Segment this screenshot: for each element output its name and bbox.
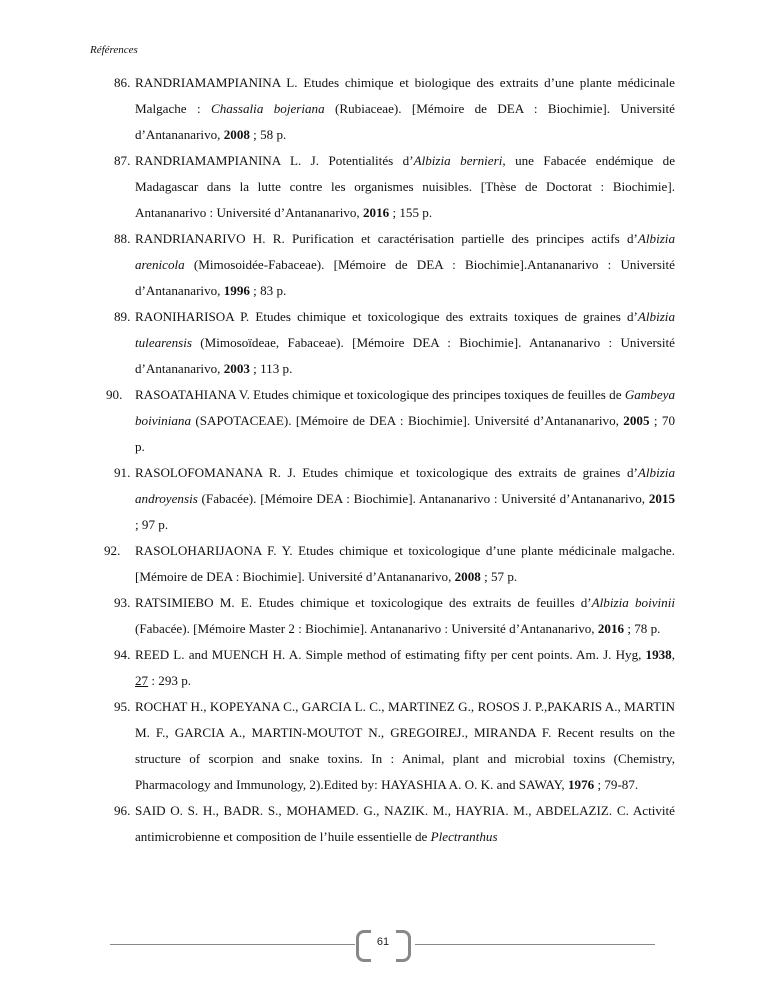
species-name: Albizia boivinii [591, 595, 675, 610]
year: 2016 [362, 205, 390, 220]
species-name: Albizia bernieri [413, 153, 503, 168]
text-run: REED L. and MUENCH H. A. Simple method of estimating fifty per cent points. Am. J. Hyg, [135, 647, 646, 662]
text-run: (Rubiaceae). [Mémoire de DEA : Biochimie]. Université d’Antananarivo, [135, 101, 675, 142]
reference-item [90, 70, 675, 148]
text-run: ; 79-87. [594, 777, 639, 792]
reference-number: 94. [114, 647, 131, 662]
species-name: Albizia androyensis [135, 465, 675, 506]
text-run: RATSIMIEBO M. E. Etudes chimique et toxicologique des extraits de feuilles d’ [135, 595, 592, 610]
year: 1996 [223, 283, 250, 298]
reference-text [135, 647, 675, 688]
running-header: Références [90, 44, 138, 56]
species-name: Gambeya boiviniana [135, 387, 675, 428]
footer-brace-left [356, 930, 371, 962]
reference-number: 86. [114, 75, 131, 90]
reference-item [90, 226, 675, 304]
footer-brace-right [396, 930, 411, 962]
text-run: (SAPOTACEAE). [Mémoire de DEA : Biochimie]. Université d’Antananarivo, [191, 413, 624, 428]
year: 2008 [223, 127, 250, 142]
text-run: RASOATAHIANA V. Etudes chimique et toxicologique des principes toxiques de feuilles de [135, 387, 625, 402]
species-name: Chassalia bojeriana [210, 101, 325, 116]
text-run: ; 78 p. [624, 621, 661, 636]
year: 2003 [223, 361, 250, 376]
reference-item [90, 694, 675, 798]
reference-text [135, 231, 675, 298]
reference-item [90, 460, 675, 538]
reference-text [135, 309, 675, 376]
reference-item [90, 148, 675, 226]
text-run: RANDRIANARIVO H. R. Purification et caractérisation partielle des principes actifs d’ [135, 231, 638, 246]
text-run: RANDRIAMAMPIANINA L. J. Potentialités d’ [135, 153, 414, 168]
reference-number: 87. [114, 153, 131, 168]
text-run: RASOLOFOMANANA R. J. Etudes chimique et toxicologique des extraits de graines d’ [135, 465, 638, 480]
reference-number: 91. [114, 465, 131, 480]
text-run: RANDRIAMAMPIANINA L. Etudes chimique et biologique des extraits d’une plante médicinale Malgache : [135, 75, 675, 116]
year: 2005 [623, 413, 650, 428]
reference-text [135, 153, 675, 220]
text-run: RASOLOHARIJAONA F. Y. Etudes chimique et toxicologique d’une plante médicinale malgache. [Mémoire de DEA : Biochimie]. Université d’Antananarivo, [135, 543, 675, 584]
species-name: Albizia tulearensis [135, 309, 675, 350]
reference-list [90, 70, 675, 850]
reference-text [135, 465, 675, 532]
reference-number: 93. [114, 595, 131, 610]
year: 2008 [454, 569, 481, 584]
species-name: Plectranthus [430, 829, 498, 844]
reference-text [135, 699, 675, 792]
reference-text [135, 387, 675, 454]
page-number: 61 [376, 936, 390, 948]
text-run: ; 113 p. [249, 361, 293, 376]
text-run: , une Fabacée endémique de Madagascar dans la lutte contre les organismes nuisibles. [Thèse de Doctorat : Biochimie]. Antananarivo : Université d’Antananarivo, [135, 153, 676, 220]
species-name: Albizia arenicola [135, 231, 675, 272]
year: 1976 [567, 777, 595, 792]
reference-item [90, 382, 675, 460]
reference-item [90, 538, 675, 590]
text-run: (Fabacée). [Mémoire Master 2 : Biochimie]. Antananarivo : Université d’Antananarivo, [135, 621, 598, 636]
text-run: ; 83 p. [249, 283, 287, 298]
reference-item [90, 590, 675, 642]
text-run: , [671, 647, 675, 662]
text-run: : 293 p. [148, 673, 192, 688]
text-run: ROCHAT H., KOPEYANA C., GARCIA L. C., MARTINEZ G., ROSOS J. P.,PAKARIS A., MARTIN M. F., GARCIA A., MARTIN-MOUTOT N., GREGOIREJ., MIRANDA F. Recent results on the structure of scorpion and snake toxins. In : Animal, plant and microbial toxins (Chemistry, Pharmacology and Immunology, 2).Edited by: HAYASHIA A. O. K. and SAWAY, [135, 699, 675, 792]
reference-item [90, 798, 675, 850]
reference-text [135, 595, 675, 636]
reference-number: 95. [114, 699, 131, 714]
text-run: (Mimosoïdeae, Fabaceae). [Mémoire DEA : Biochimie]. Antananarivo : Université d’Antananarivo, [135, 335, 675, 376]
year: 2015 [648, 491, 675, 506]
year: 1938 [645, 647, 672, 662]
text-run: ; 97 p. [135, 517, 169, 532]
text-run: RAONIHARISOA P. Etudes chimique et toxicologique des extraits toxiques de graines d’ [135, 309, 638, 324]
reference-number: 92. [104, 543, 121, 558]
text-run: (Fabacée). [Mémoire DEA : Biochimie]. Antananarivo : Université d’Antananarivo, [197, 491, 649, 506]
footer-rule-left [110, 944, 355, 945]
reference-number: 89. [114, 309, 131, 324]
text-run: ; 70 p. [135, 413, 675, 454]
reference-number: 90. [106, 387, 123, 402]
page-footer [110, 930, 655, 960]
reference-item [90, 304, 675, 382]
volume: 27 [135, 673, 149, 688]
year: 2016 [597, 621, 625, 636]
footer-rule-right [415, 944, 655, 945]
text-run: (Mimosoidée-Fabaceae). [Mémoire de DEA : Biochimie].Antananarivo : Université d’Antananarivo, [135, 257, 675, 298]
text-run: ; 57 p. [480, 569, 518, 584]
reference-number: 88. [114, 231, 131, 246]
reference-text [135, 75, 675, 142]
text-run: SAID O. S. H., BADR. S., MOHAMED. G., NAZIK. M., HAYRIA. M., ABDELAZIZ. C. Activité antimicrobienne et composition de l’huile essentielle de [135, 803, 675, 844]
reference-text [135, 543, 675, 584]
text-run: ; 155 p. [389, 205, 433, 220]
reference-text [135, 803, 675, 844]
reference-number: 96. [114, 803, 131, 818]
reference-item [90, 642, 675, 694]
text-run: ; 58 p. [249, 127, 287, 142]
